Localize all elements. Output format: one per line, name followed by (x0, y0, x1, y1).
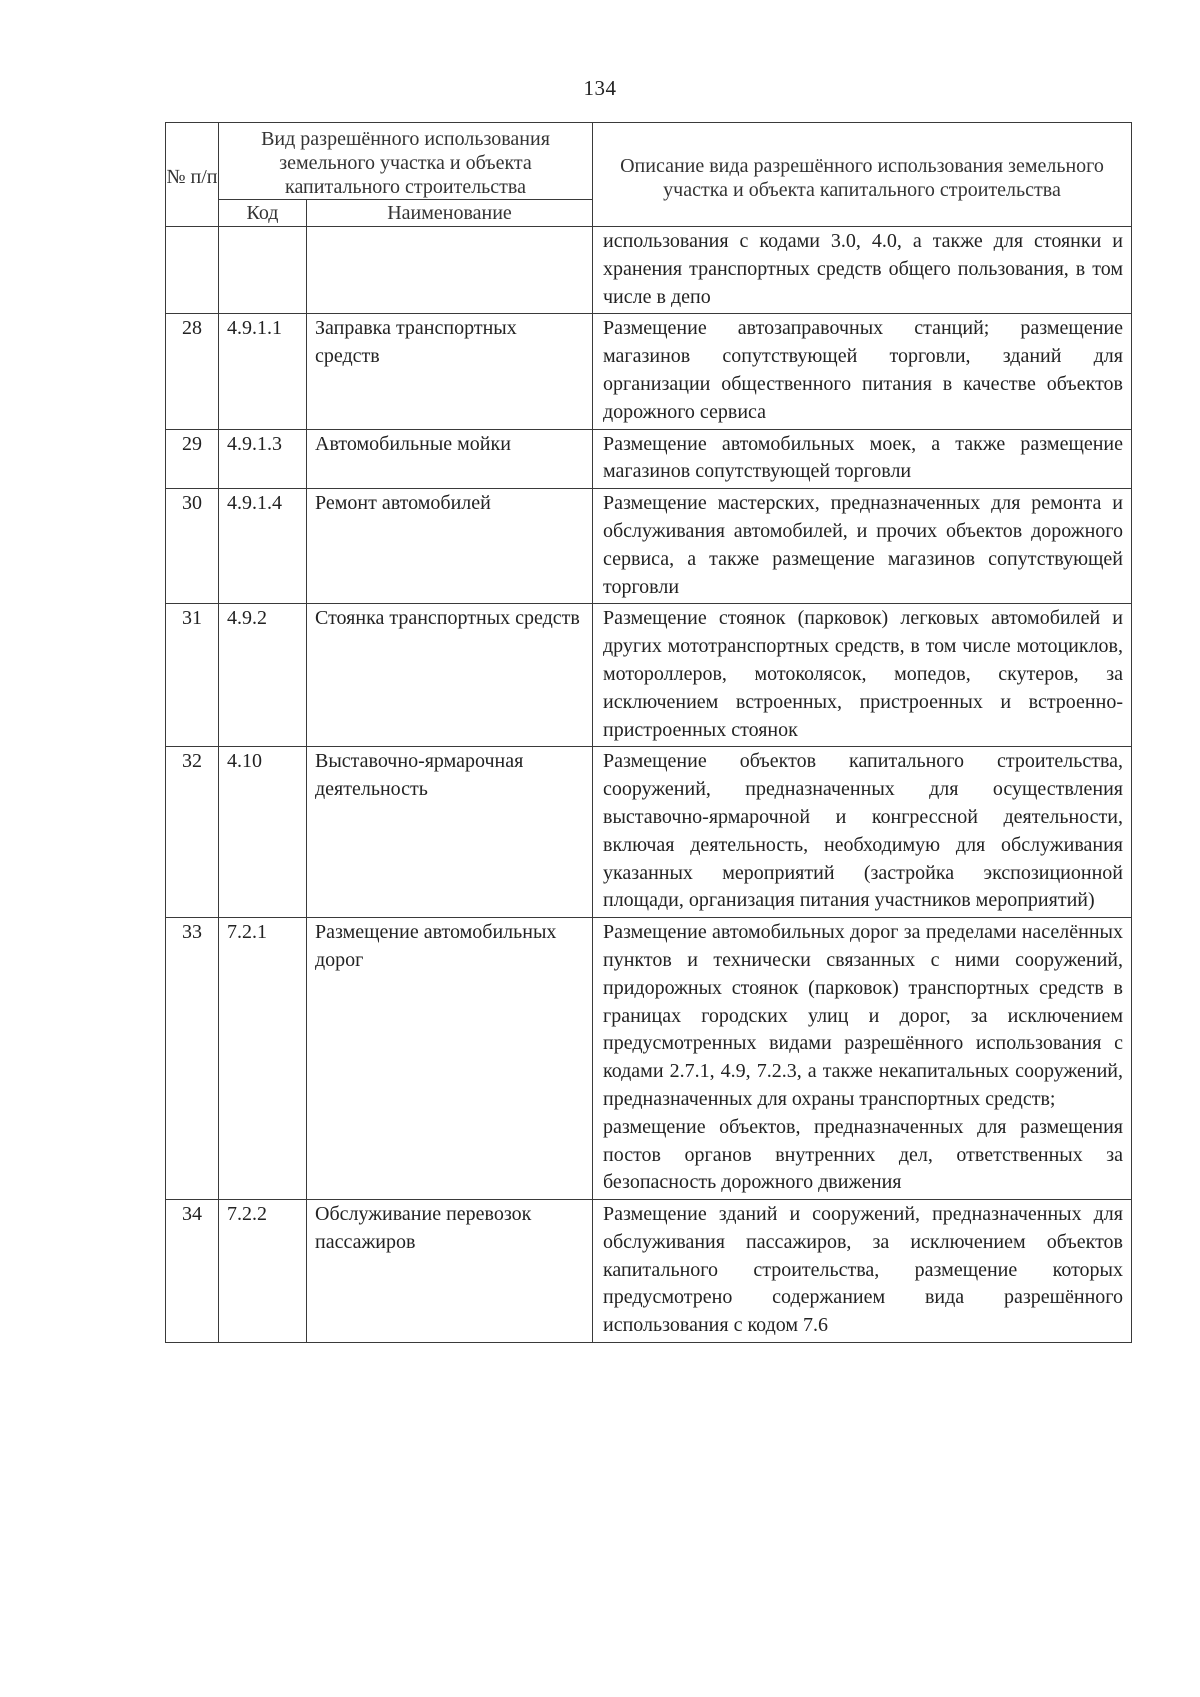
table-row (166, 604, 1132, 747)
row-number (166, 227, 219, 314)
table-row (166, 429, 1132, 489)
row-code: 4.9.1.4 (219, 489, 307, 604)
table-row (166, 489, 1132, 604)
row-description (593, 314, 1132, 429)
row-number: 31 (166, 604, 219, 747)
description-paragraph: использования с кодами 3.0, 4.0, а также для стоянки и хранения транспортных средств общего пользования, в том числе в депо (603, 230, 1123, 308)
table-header (166, 123, 1132, 227)
description-paragraph: Размещение мастерских, предназначенных для ремонта и обслуживания автомобилей, и прочих объектов дорожного сервиса, а также размещение магазинов сопутствующей торговли (603, 492, 1123, 598)
description-paragraph: Размещение стоянок (парковок) легковых автомобилей и других мототранспортных средств, в том числе мотоциклов, мотороллеров, мотоколясок, мопедов, скутеров, за исключением встроенных, пристроенных и встроенно-пристроенных стоянок (603, 607, 1123, 741)
row-code: 7.2.1 (219, 918, 307, 1200)
table-row (166, 918, 1132, 1200)
row-description (593, 227, 1132, 314)
row-code: 4.9.1.1 (219, 314, 307, 429)
description-paragraph: Размещение зданий и сооружений, предназначенных для обслуживания пассажиров, за исключением объектов капитального строительства, размещение которых предусмотрено содержанием вида разрешённого использования с кодом 7.6 (603, 1203, 1123, 1337)
row-name: Выставочно-ярмарочная деятельность (307, 747, 593, 918)
row-name: Заправка транспортных средств (307, 314, 593, 429)
row-name: Ремонт автомобилей (307, 489, 593, 604)
description-paragraph: Размещение автомобильных моек, а также размещение магазинов сопутствующей торговли (603, 432, 1123, 483)
row-name: Размещение автомобильных дорог (307, 918, 593, 1200)
description-paragraph: размещение объектов, предназначенных для размещения постов органов внутренних дел, ответственных за безопасность дорожного движения (603, 1115, 1123, 1194)
row-code: 4.9.2 (219, 604, 307, 747)
description-paragraph: Размещение автомобильных дорог за пределами населённых пунктов и технически связанных с ними сооружений, придорожных стоянок (парковок) транспортных средств в границах городских улиц и дорог, за исключением предусмотренных видами разрешённого использования с кодами 2.7.1, 4.9, 7.2.3, а также некапитальных сооружений, предназначенных для охраны транспортных средств; (603, 921, 1123, 1110)
row-description (593, 489, 1132, 604)
table-row (166, 1200, 1132, 1343)
table-row (166, 314, 1132, 429)
header-name: Наименование (307, 200, 593, 227)
row-description (593, 1200, 1132, 1343)
description-paragraph: Размещение объектов капитального строительства, сооружений, предназначенных для осуществления выставочно-ярмарочной и конгрессной деятельности, включая деятельность, необходимую для обслуживания указанных мероприятий (застройка экспозиционной площади, организация питания участников мероприятий) (603, 750, 1123, 912)
row-number: 34 (166, 1200, 219, 1343)
row-code (219, 227, 307, 314)
header-land-use-type: Вид разрешённого использования земельного участка и объекта капитального строительства (219, 123, 593, 200)
description-paragraph: Размещение автозаправочных станций; размещение магазинов сопутствующей торговли, зданий для организации общественного питания в качестве объектов дорожного сервиса (603, 317, 1123, 423)
table-body (166, 227, 1132, 1343)
row-description (593, 747, 1132, 918)
land-use-table (165, 122, 1132, 1343)
row-code: 4.10 (219, 747, 307, 918)
table-row (166, 747, 1132, 918)
header-description: Описание вида разрешённого использования земельного участка и объекта капитального строительства (593, 123, 1132, 227)
row-number: 32 (166, 747, 219, 918)
row-number: 30 (166, 489, 219, 604)
row-code: 4.9.1.3 (219, 429, 307, 489)
row-name: Стоянка транспортных средств (307, 604, 593, 747)
page-number: 134 (583, 76, 617, 100)
row-name: Обслуживание перевозок пассажиров (307, 1200, 593, 1343)
row-code: 7.2.2 (219, 1200, 307, 1343)
row-description (593, 429, 1132, 489)
row-description (593, 604, 1132, 747)
header-number: № п/п (166, 123, 219, 227)
header-code: Код (219, 200, 307, 227)
row-name (307, 227, 593, 314)
row-number: 29 (166, 429, 219, 489)
row-number: 33 (166, 918, 219, 1200)
row-name: Автомобильные мойки (307, 429, 593, 489)
table-row (166, 227, 1132, 314)
row-description (593, 918, 1132, 1200)
row-number: 28 (166, 314, 219, 429)
